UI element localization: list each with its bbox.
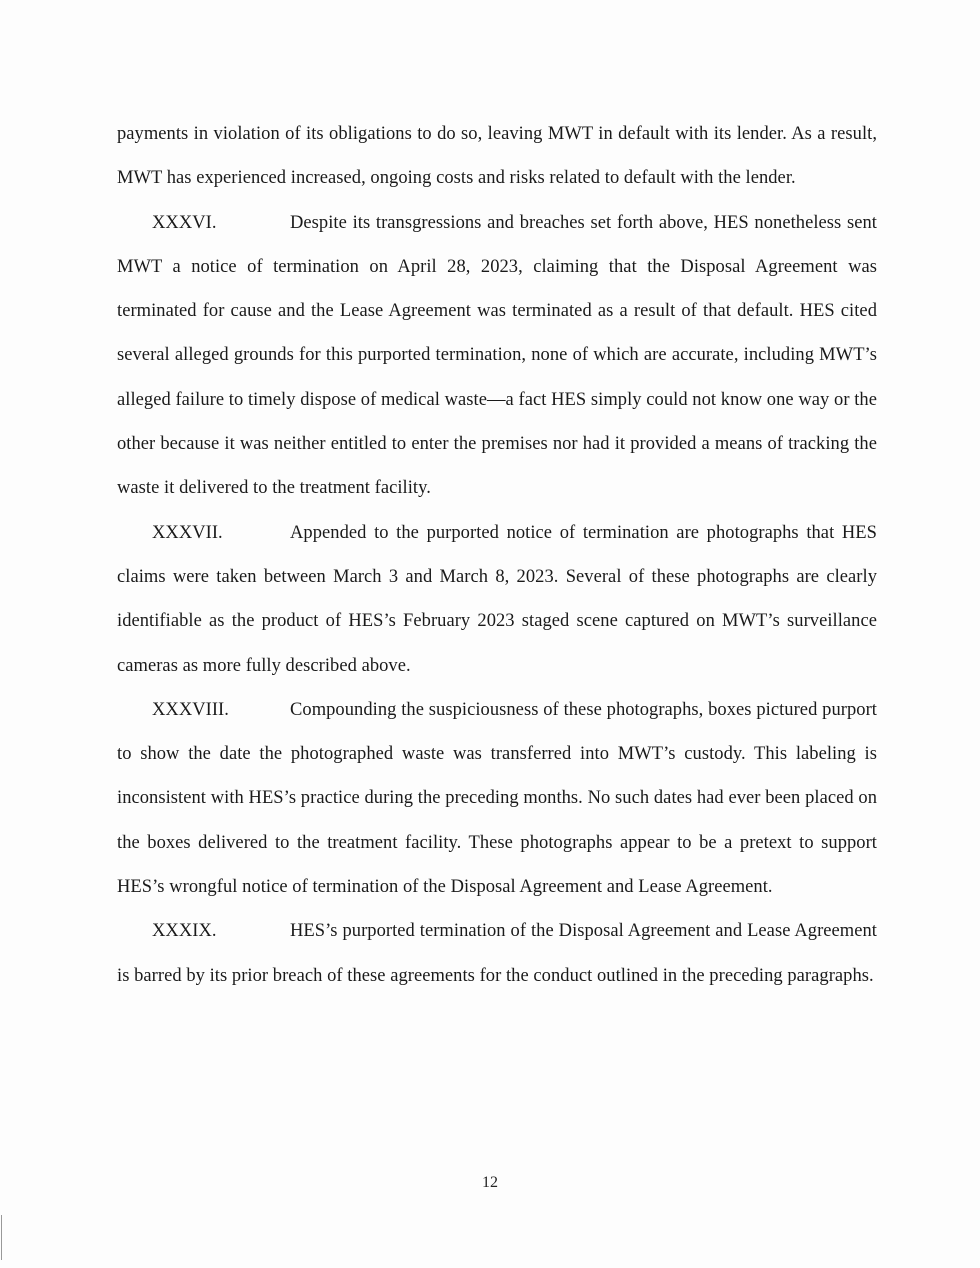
paragraph-xxxvi (117, 201, 877, 511)
document-body (117, 112, 877, 998)
paragraph-number: XXXIX. (152, 921, 217, 942)
paragraph-number: XXXVII. (152, 522, 223, 543)
paragraph-number: XXXVIII. (152, 699, 229, 720)
paragraph-text: Compounding the suspiciousness of these photographs, boxes pictured purport to show the date the photographed waste was transferred into MWT’s custody. This labeling is inconsistent with HES’s practice during the preceding months. No such dates had ever been placed on the boxes delivered to the treatment facility. These photographs appear to be a pretext to support HES’s wrongful notice of termination of the Disposal Agreement and Lease Agreement. (117, 699, 877, 898)
paragraph-xxxviii (117, 688, 877, 909)
continuation-paragraph: payments in violation of its obligations to do so, leaving MWT in default with its lender. As a result, MWT has experienced increased, ongoing costs and risks related to default with the lender. (117, 124, 877, 189)
paragraph-xxxix (117, 909, 877, 998)
paragraph-text: Appended to the purported notice of termination are photographs that HES claims were taken between March 3 and March 8, 2023. Several of these photographs are clearly identifiable as the product of HES’s February 2023 staged scene captured on MWT’s surveillance cameras as more fully described above. (117, 522, 877, 676)
paragraph-text: HES’s purported termination of the Disposal Agreement and Lease Agreement is barred by its prior breach of these agreements for the conduct outlined in the preceding paragraphs. (117, 921, 877, 986)
page-number: 12 (482, 1174, 498, 1191)
paragraph-text: Despite its transgressions and breaches set forth above, HES nonetheless sent MWT a notice of termination on April 28, 2023, claiming that the Disposal Agreement was terminated for cause and the Lease Agreement was terminated as a result of that default. HES cited several alleged grounds for this purported termination, none of which are accurate, including MWT’s alleged failure to timely dispose of medical waste—a fact HES simply could not know one way or the other because it was neither entitled to enter the premises nor had it provided a means of tracking the waste it delivered to the treatment facility. (117, 212, 877, 499)
scan-edge-mark (1, 1215, 2, 1260)
paragraph-xxxvii (117, 511, 877, 688)
paragraph-number: XXXVI. (152, 212, 217, 233)
